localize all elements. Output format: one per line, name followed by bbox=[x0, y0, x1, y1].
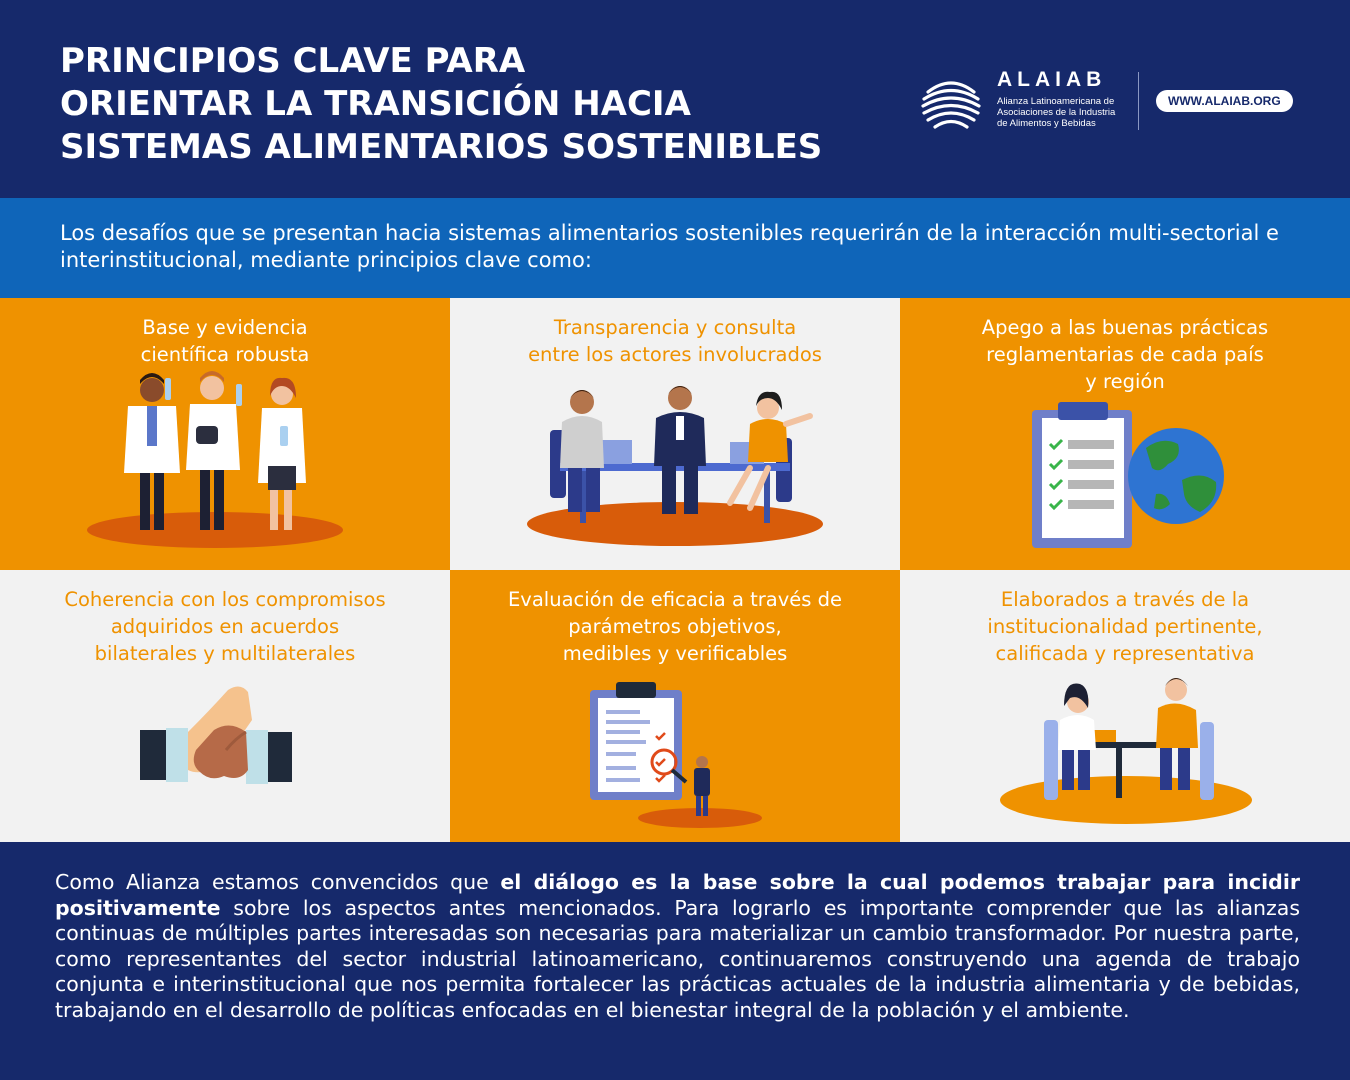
principle-line: institucionalidad pertinente, bbox=[987, 615, 1263, 638]
principle-line: Base y evidencia bbox=[142, 316, 308, 339]
intro-band bbox=[0, 198, 1350, 298]
principle-line: Apego a las buenas prácticas bbox=[981, 316, 1269, 339]
website-link[interactable]: WWW.ALAIAB.ORG bbox=[1156, 90, 1293, 112]
principle-line: entre los actores involucrados bbox=[528, 343, 822, 366]
principle-line: adquiridos en acuerdos bbox=[110, 615, 340, 638]
principle-label bbox=[915, 314, 1335, 395]
principle-label bbox=[915, 586, 1335, 667]
principle-label bbox=[15, 314, 435, 368]
principle-card-coherence bbox=[0, 570, 450, 842]
principle-card-regulation bbox=[900, 298, 1350, 570]
footer-text-intro: Como Alianza estamos convencidos que bbox=[55, 870, 501, 894]
principle-line: Transparencia y consulta bbox=[553, 316, 797, 339]
footer-band bbox=[0, 845, 1350, 1080]
principle-line: medibles y verificables bbox=[562, 642, 788, 665]
title-line-2: ORIENTAR LA TRANSICIÓN HACIA bbox=[60, 84, 691, 124]
principle-line: Coherencia con los compromisos bbox=[64, 588, 386, 611]
logo-subtitle-line: Alianza Latinoamericana de bbox=[997, 96, 1115, 107]
principle-line: científica robusta bbox=[140, 343, 310, 366]
principle-label bbox=[15, 586, 435, 667]
principle-card-science bbox=[0, 298, 450, 570]
principles-grid bbox=[0, 298, 1350, 845]
logo-subtitle-line: Asociaciones de la Industria bbox=[997, 107, 1116, 118]
principle-card-institutions bbox=[900, 570, 1350, 842]
footer-text-highlight: el diálogo es la base sobre la cual podemos trabajar para incidir positivamente bbox=[55, 870, 1300, 920]
principle-card-evaluation bbox=[450, 570, 900, 842]
principle-line: Evaluación de eficacia a través de bbox=[507, 588, 842, 611]
title-line-3: SISTEMAS ALIMENTARIOS SOSTENIBLES bbox=[60, 127, 823, 167]
principle-line: parámetros objetivos, bbox=[568, 615, 782, 638]
alaiab-logo bbox=[920, 68, 1300, 134]
principle-line: calificada y representativa bbox=[995, 642, 1255, 665]
principle-line: bilaterales y multilaterales bbox=[94, 642, 356, 665]
principle-line: y región bbox=[1085, 370, 1165, 393]
logo-name: ALAIAB bbox=[997, 68, 1107, 91]
logo-subtitle bbox=[997, 96, 1137, 129]
title-line-1: PRINCIPIOS CLAVE PARA bbox=[60, 41, 526, 81]
principle-card-transparency bbox=[450, 298, 900, 570]
header bbox=[0, 0, 1350, 198]
logo-divider bbox=[1138, 72, 1139, 130]
footer-text bbox=[55, 870, 1300, 1024]
logo-subtitle-line: de Alimentos y Bebidas bbox=[997, 118, 1096, 129]
principle-label bbox=[465, 314, 885, 368]
principle-label bbox=[465, 586, 885, 667]
alaiab-logo-icon bbox=[920, 72, 982, 134]
principle-line: reglamentarias de cada país bbox=[986, 343, 1264, 366]
principle-line: Elaborados a través de la bbox=[1000, 588, 1250, 611]
page-title bbox=[60, 40, 822, 169]
intro-text: Los desafíos que se presentan hacia sistemas alimentarios sostenibles requerirán de la interacción multi-sectorial e interinstitucional, mediante principios clave como: bbox=[60, 221, 1279, 272]
footer-text-body: sobre los aspectos antes mencionados. Para lograrlo es importante comprender que las alianzas continuas de múltiples partes interesadas son necesarias para materializar un cambio transformador. Por nuestra parte, como representantes del sector industrial latinoamericano, continuaremos construyendo una agenda de trabajo conjunta e interinstitucional que nos permita fortalecer las prácticas actuales de la industria alimentaria y de bebidas, trabajando en el desarrollo de políticas enfocadas en el bienestar integral de la población y el ambiente. bbox=[55, 895, 1300, 1022]
